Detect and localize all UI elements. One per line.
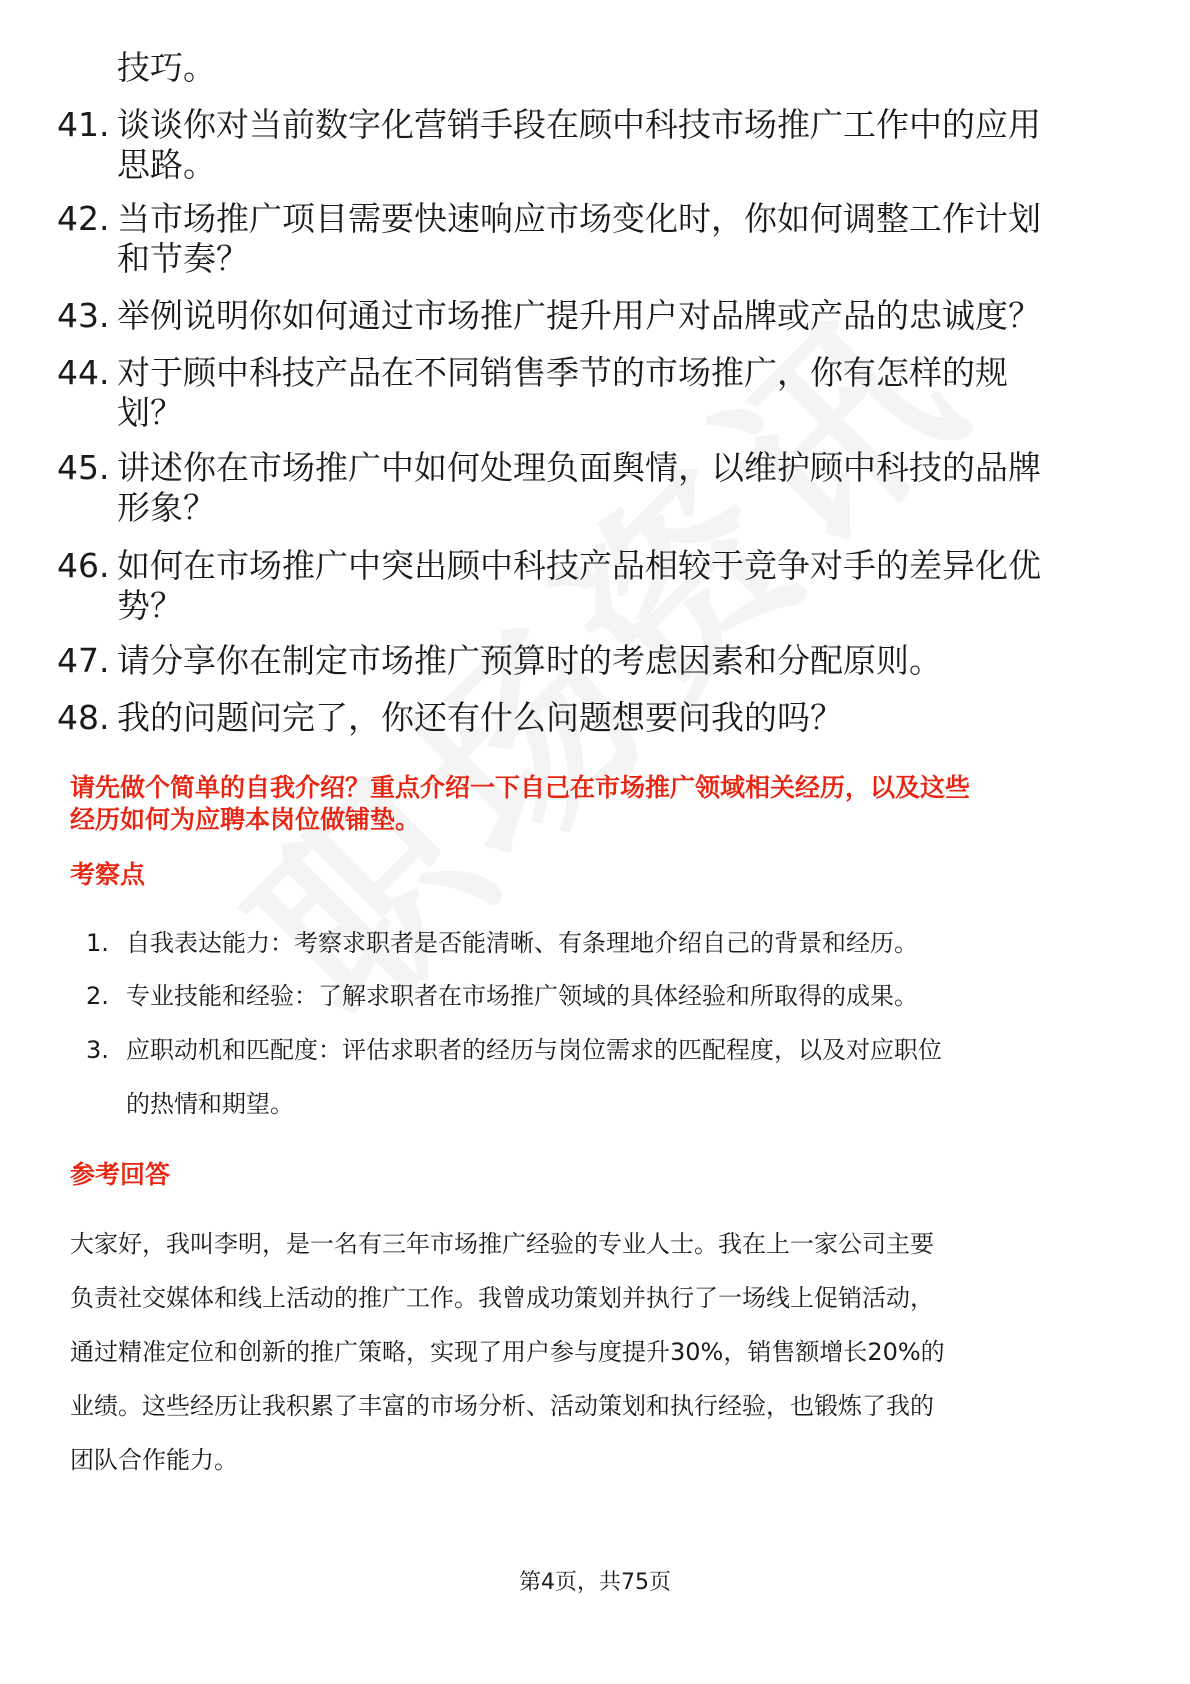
point-number: 2. <box>86 982 109 1010</box>
question-text: 势？ <box>117 586 183 625</box>
answer-text: 大家好，我叫李明，是一名有三年市场推广经验的专业人士。我在上一家公司主要 <box>70 1230 934 1258</box>
question-number: 44. <box>57 353 110 392</box>
point-text: 的热情和期望。 <box>126 1090 294 1118</box>
question-number: 47. <box>57 641 110 680</box>
answer-text: 团队合作能力。 <box>70 1446 238 1474</box>
question-text: 形象？ <box>117 488 216 527</box>
answer-text: 负责社交媒体和线上活动的推广工作。我曾成功策划并执行了一场线上促销活动， <box>70 1284 934 1312</box>
point-number: 3. <box>86 1036 109 1064</box>
question-number: 42. <box>57 199 110 238</box>
question-text: 讲述你在市场推广中如何处理负面舆情，以维护顾中科技的品牌 <box>117 448 1041 487</box>
question-text: 谈谈你对当前数字化营销手段在顾中科技市场推广工作中的应用 <box>117 105 1041 144</box>
question-number: 43. <box>57 296 110 335</box>
point-text: 专业技能和经验：了解求职者在市场推广领域的具体经验和所取得的成果。 <box>126 982 918 1010</box>
kaochadian-heading: 考察点 <box>70 860 146 889</box>
question-number: 41. <box>57 105 110 144</box>
continuation-text: 技巧。 <box>117 48 216 87</box>
question-number: 48. <box>57 698 110 737</box>
reference-answer-heading: 参考回答 <box>70 1160 171 1189</box>
question-text: 划？ <box>117 393 183 432</box>
question-text: 如何在市场推广中突出顾中科技产品相较于竞争对手的差异化优 <box>117 546 1041 585</box>
answer-text: 通过精准定位和创新的推广策略，实现了用户参与度提升30%，销售额增长20%的 <box>70 1338 945 1366</box>
question-number: 45. <box>57 448 110 487</box>
point-text: 自我表达能力：考察求职者是否能清晰、有条理地介绍自己的背景和经历。 <box>126 929 918 957</box>
question-text: 请分享你在制定市场推广预算时的考虑因素和分配原则。 <box>117 641 942 680</box>
question-text: 当市场推广项目需要快速响应市场变化时，你如何调整工作计划 <box>117 199 1041 238</box>
question-text: 和节奏？ <box>117 239 249 278</box>
question-text: 举例说明你如何通过市场推广提升用户对品牌或产品的忠诚度？ <box>117 296 1041 335</box>
section-question: 经历如何为应聘本岗位做铺垫。 <box>70 805 421 834</box>
question-number: 46. <box>57 546 110 585</box>
point-text: 应职动机和匹配度：评估求职者的经历与岗位需求的匹配程度，以及对应职位 <box>126 1036 942 1064</box>
point-number: 1. <box>86 929 109 957</box>
page-footer: 第4页，共75页 <box>519 1570 671 1595</box>
answer-text: 业绩。这些经历让我积累了丰富的市场分析、活动策划和执行经验，也锻炼了我的 <box>70 1392 934 1420</box>
question-text: 我的问题问完了，你还有什么问题想要问我的吗？ <box>117 698 843 737</box>
question-text: 思路。 <box>117 145 216 184</box>
section-question: 请先做个简单的自我介绍？重点介绍一下自己在市场推广领域相关经历，以及这些 <box>70 773 971 802</box>
question-text: 对于顾中科技产品在不同销售季节的市场推广，你有怎样的规 <box>117 353 1008 392</box>
